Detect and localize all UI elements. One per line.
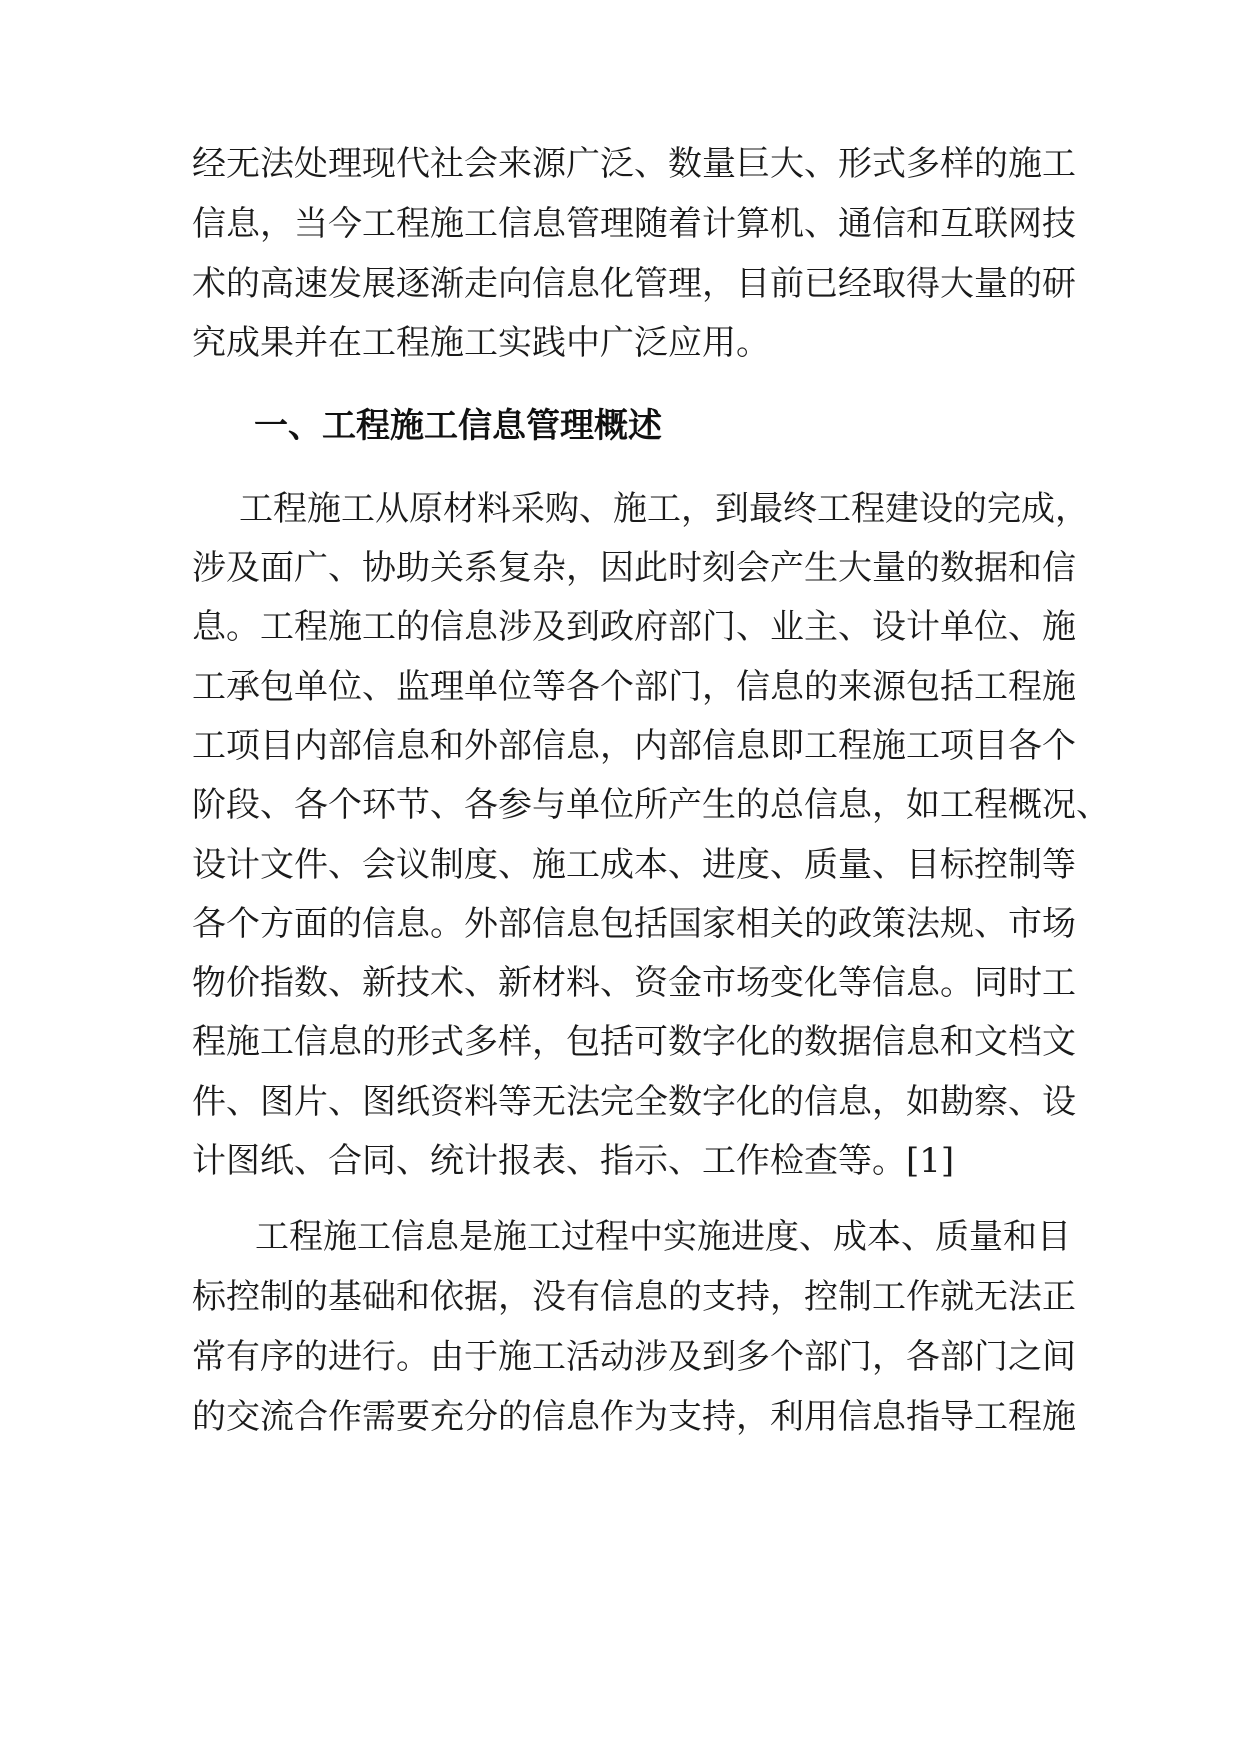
text-line: 工程施工信息是施工过程中实施进度、成本、质量和目 [255,1217,1071,1257]
text-line: 常有序的进行。由于施工活动涉及到多个部门，各部门之间 [192,1337,1076,1377]
text-line: 各个方面的信息。外部信息包括国家相关的政策法规、市场 [192,904,1076,944]
text-line: 计图纸、合同、统计报表、指示、工作检查等。[1] [192,1141,955,1181]
text-line: 工程施工从原材料采购、施工，到最终工程建设的完成， [239,489,1089,529]
text-line: 件、图片、图纸资料等无法完全数字化的信息，如勘察、设 [192,1082,1076,1122]
text-line: 究成果并在工程施工实践中广泛应用。 [192,323,770,363]
text-line: 术的高速发展逐渐走向信息化管理，目前已经取得大量的研 [192,264,1076,304]
text-line: 阶段、各个环节、各参与单位所产生的总信息，如工程概况、 [192,785,1110,825]
text-line: 标控制的基础和依据，没有信息的支持，控制工作就无法正 [192,1277,1076,1317]
text-line: 工项目内部信息和外部信息，内部信息即工程施工项目各个 [192,726,1076,766]
text-line: 设计文件、会议制度、施工成本、进度、质量、目标控制等 [192,845,1076,885]
text-line: 程施工信息的形式多样，包括可数字化的数据信息和文档文 [192,1022,1076,1062]
text-line: 物价指数、新技术、新材料、资金市场变化等信息。同时工 [192,963,1076,1003]
text-line: 工承包单位、监理单位等各个部门，信息的来源包括工程施 [192,667,1076,707]
text-line: 的交流合作需要充分的信息作为支持，利用信息指导工程施 [192,1397,1076,1437]
text-line: 信息，当今工程施工信息管理随着计算机、通信和互联网技 [192,204,1076,244]
text-line: 息。工程施工的信息涉及到政府部门、业主、设计单位、施 [192,607,1076,647]
section-heading: 一、工程施工信息管理概述 [254,406,662,446]
text-line: 涉及面广、协助关系复杂，因此时刻会产生大量的数据和信 [192,548,1076,588]
text-line: 经无法处理现代社会来源广泛、数量巨大、形式多样的施工 [192,144,1076,184]
